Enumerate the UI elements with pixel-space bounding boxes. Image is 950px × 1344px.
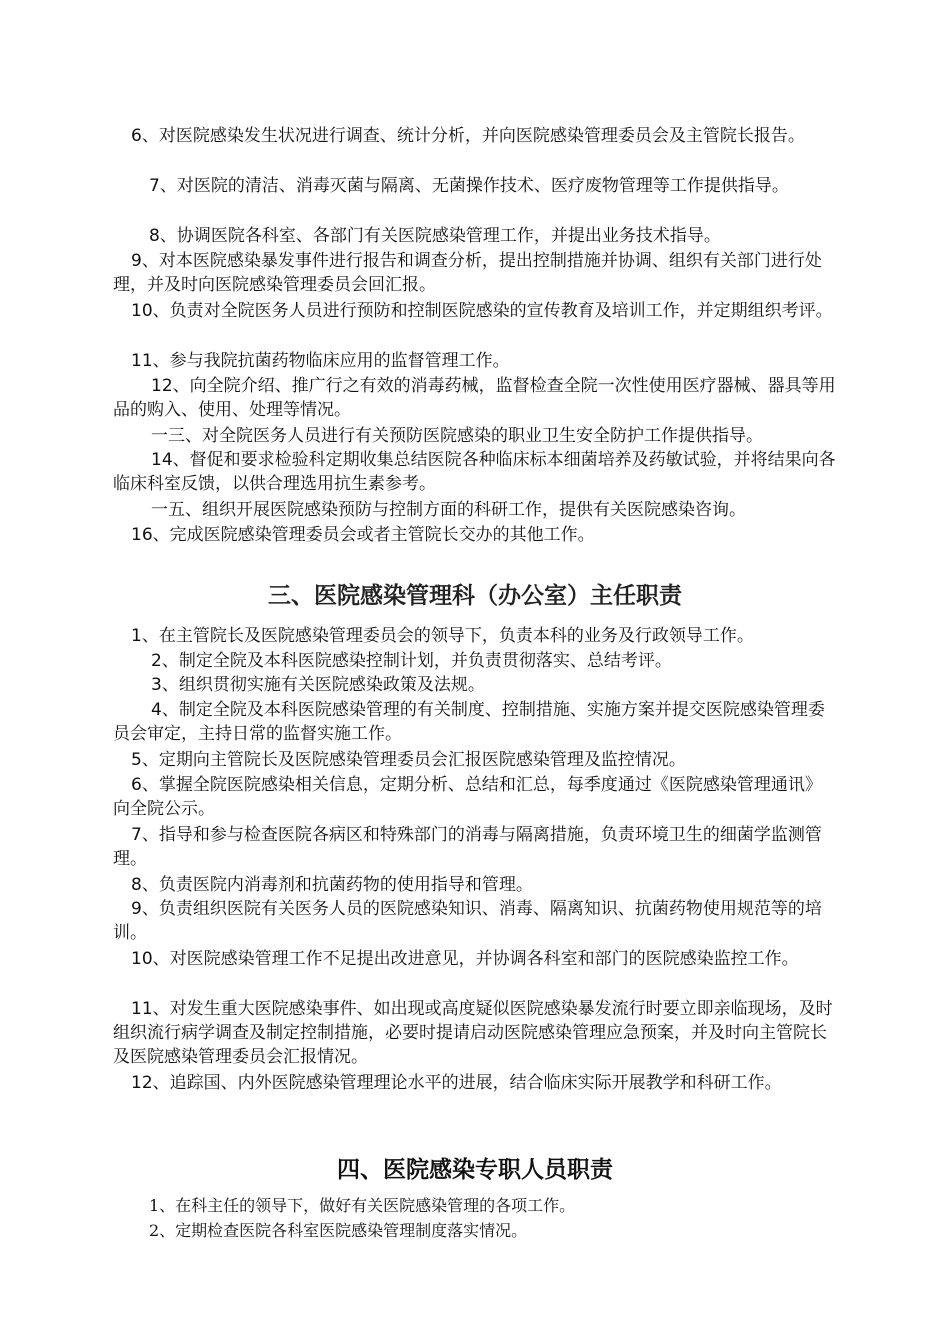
section3-item-4: 4、制定全院及本科医院感染管理的有关制度、控制措施、实施方案并提交医院感染管理委员会审定，主持日常的监督实施工作。 bbox=[113, 700, 825, 744]
section3-item-11: 11、对发生重大医院感染事件、如出现或高度疑似医院感染暴发流行时要立即亲临现场，及时组织流行病学调查及制定控制措施，必要时提请启动医院感染管理应急预案，并及时向主管院长及医院感染管理委员会汇报情况。 bbox=[113, 999, 833, 1067]
section3-item-5: 5、定期向主管院长及医院感染管理委员会汇报医院感染管理及监控情况。 bbox=[131, 750, 686, 770]
section2-item-15: 一五、组织开展医院感染预防与控制方面的科研工作，提供有关医院感染咨询。 bbox=[151, 500, 746, 520]
section2-item-6: 6、对医院感染发生状况进行调查、统计分析，并向医院感染管理委员会及主管院长报告。 bbox=[131, 126, 805, 146]
section2-item-16: 16、完成医院感染管理委员会或者主管院长交办的其他工作。 bbox=[131, 525, 595, 545]
section3-item-12: 12、追踪国、内外医院感染管理理论水平的进展，结合临床实际开展教学和科研工作。 bbox=[131, 1073, 782, 1093]
section3-item-6: 6、掌握全院医院感染相关信息，定期分析、总结和汇总，每季度通过《医院感染管理通讯》向全院公示。 bbox=[113, 775, 822, 819]
section2-item-7: 7、对医院的清洁、消毒灭菌与隔离、无菌操作技术、医疗废物管理等工作提供指导。 bbox=[149, 176, 789, 196]
section3-item-1: 1、在主管院长及医院感染管理委员会的领导下，负责本科的业务及行政领导工作。 bbox=[131, 626, 754, 646]
section2-item-8: 8、协调医院各科室、各部门有关医院感染管理工作，并提出业务技术指导。 bbox=[149, 226, 721, 246]
section3-item-3: 3、组织贯彻实施有关医院感染政策及法规。 bbox=[151, 675, 485, 695]
section2-item-14: 14、督促和要求检验科定期收集总结医院各种临床标本细菌培养及药敏试验，并将结果向各临床科室反馈，以供合理选用抗生素参考。 bbox=[113, 450, 836, 494]
section4-item-1: 1、在科主任的领导下，做好有关医院感染管理的各项工作。 bbox=[149, 1196, 576, 1215]
section2-item-12: 12、向全院介绍、推广行之有效的消毒药械，监督检查全院一次性使用医疗器械、器具等用品的购入、使用、处理等情况。 bbox=[113, 376, 836, 420]
section3-item-8: 8、负责医院内消毒剂和抗菌药物的使用指导和管理。 bbox=[131, 875, 533, 895]
section3-title: 三、医院感染管理科（办公室）主任职责 bbox=[268, 582, 682, 609]
section3-item-2: 2、制定全院及本科医院感染控制计划，并负责贯彻落实、总结考评。 bbox=[151, 651, 672, 671]
section2-item-10: 10、负责对全院医务人员进行预防和控制医院感染的宣传教育及培训工作，并定期组织考评。 bbox=[131, 301, 833, 321]
section2-item-11: 11、参与我院抗菌药物临床应用的监督管理工作。 bbox=[131, 351, 510, 371]
section3-item-9: 9、负责组织医院有关医务人员的医院感染知识、消毒、隔离知识、抗菌药物使用规范等的培训。 bbox=[113, 899, 822, 943]
section4-item-2: 2、定期检查医院各科室医院感染管理制度落实情况。 bbox=[149, 1221, 528, 1240]
section2-item-13: 一三、对全院医务人员进行有关预防医院感染的职业卫生安全防护工作提供指导。 bbox=[151, 426, 763, 446]
section3-item-10: 10、对医院感染管理工作不足提出改进意见，并协调各科室和部门的医院感染监控工作。 bbox=[131, 949, 799, 969]
section2-item-9: 9、对本医院感染暴发事件进行报告和调查分析，提出控制措施并协调、组织有关部门进行处理，并及时向医院感染管理委员会回汇报。 bbox=[113, 251, 822, 295]
section3-item-7: 7、指导和参与检查医院各病区和特殊部门的消毒与隔离措施，负责环境卫生的细菌学监测管理。 bbox=[113, 825, 822, 869]
section4-title: 四、医院感染专职人员职责 bbox=[337, 1156, 613, 1183]
